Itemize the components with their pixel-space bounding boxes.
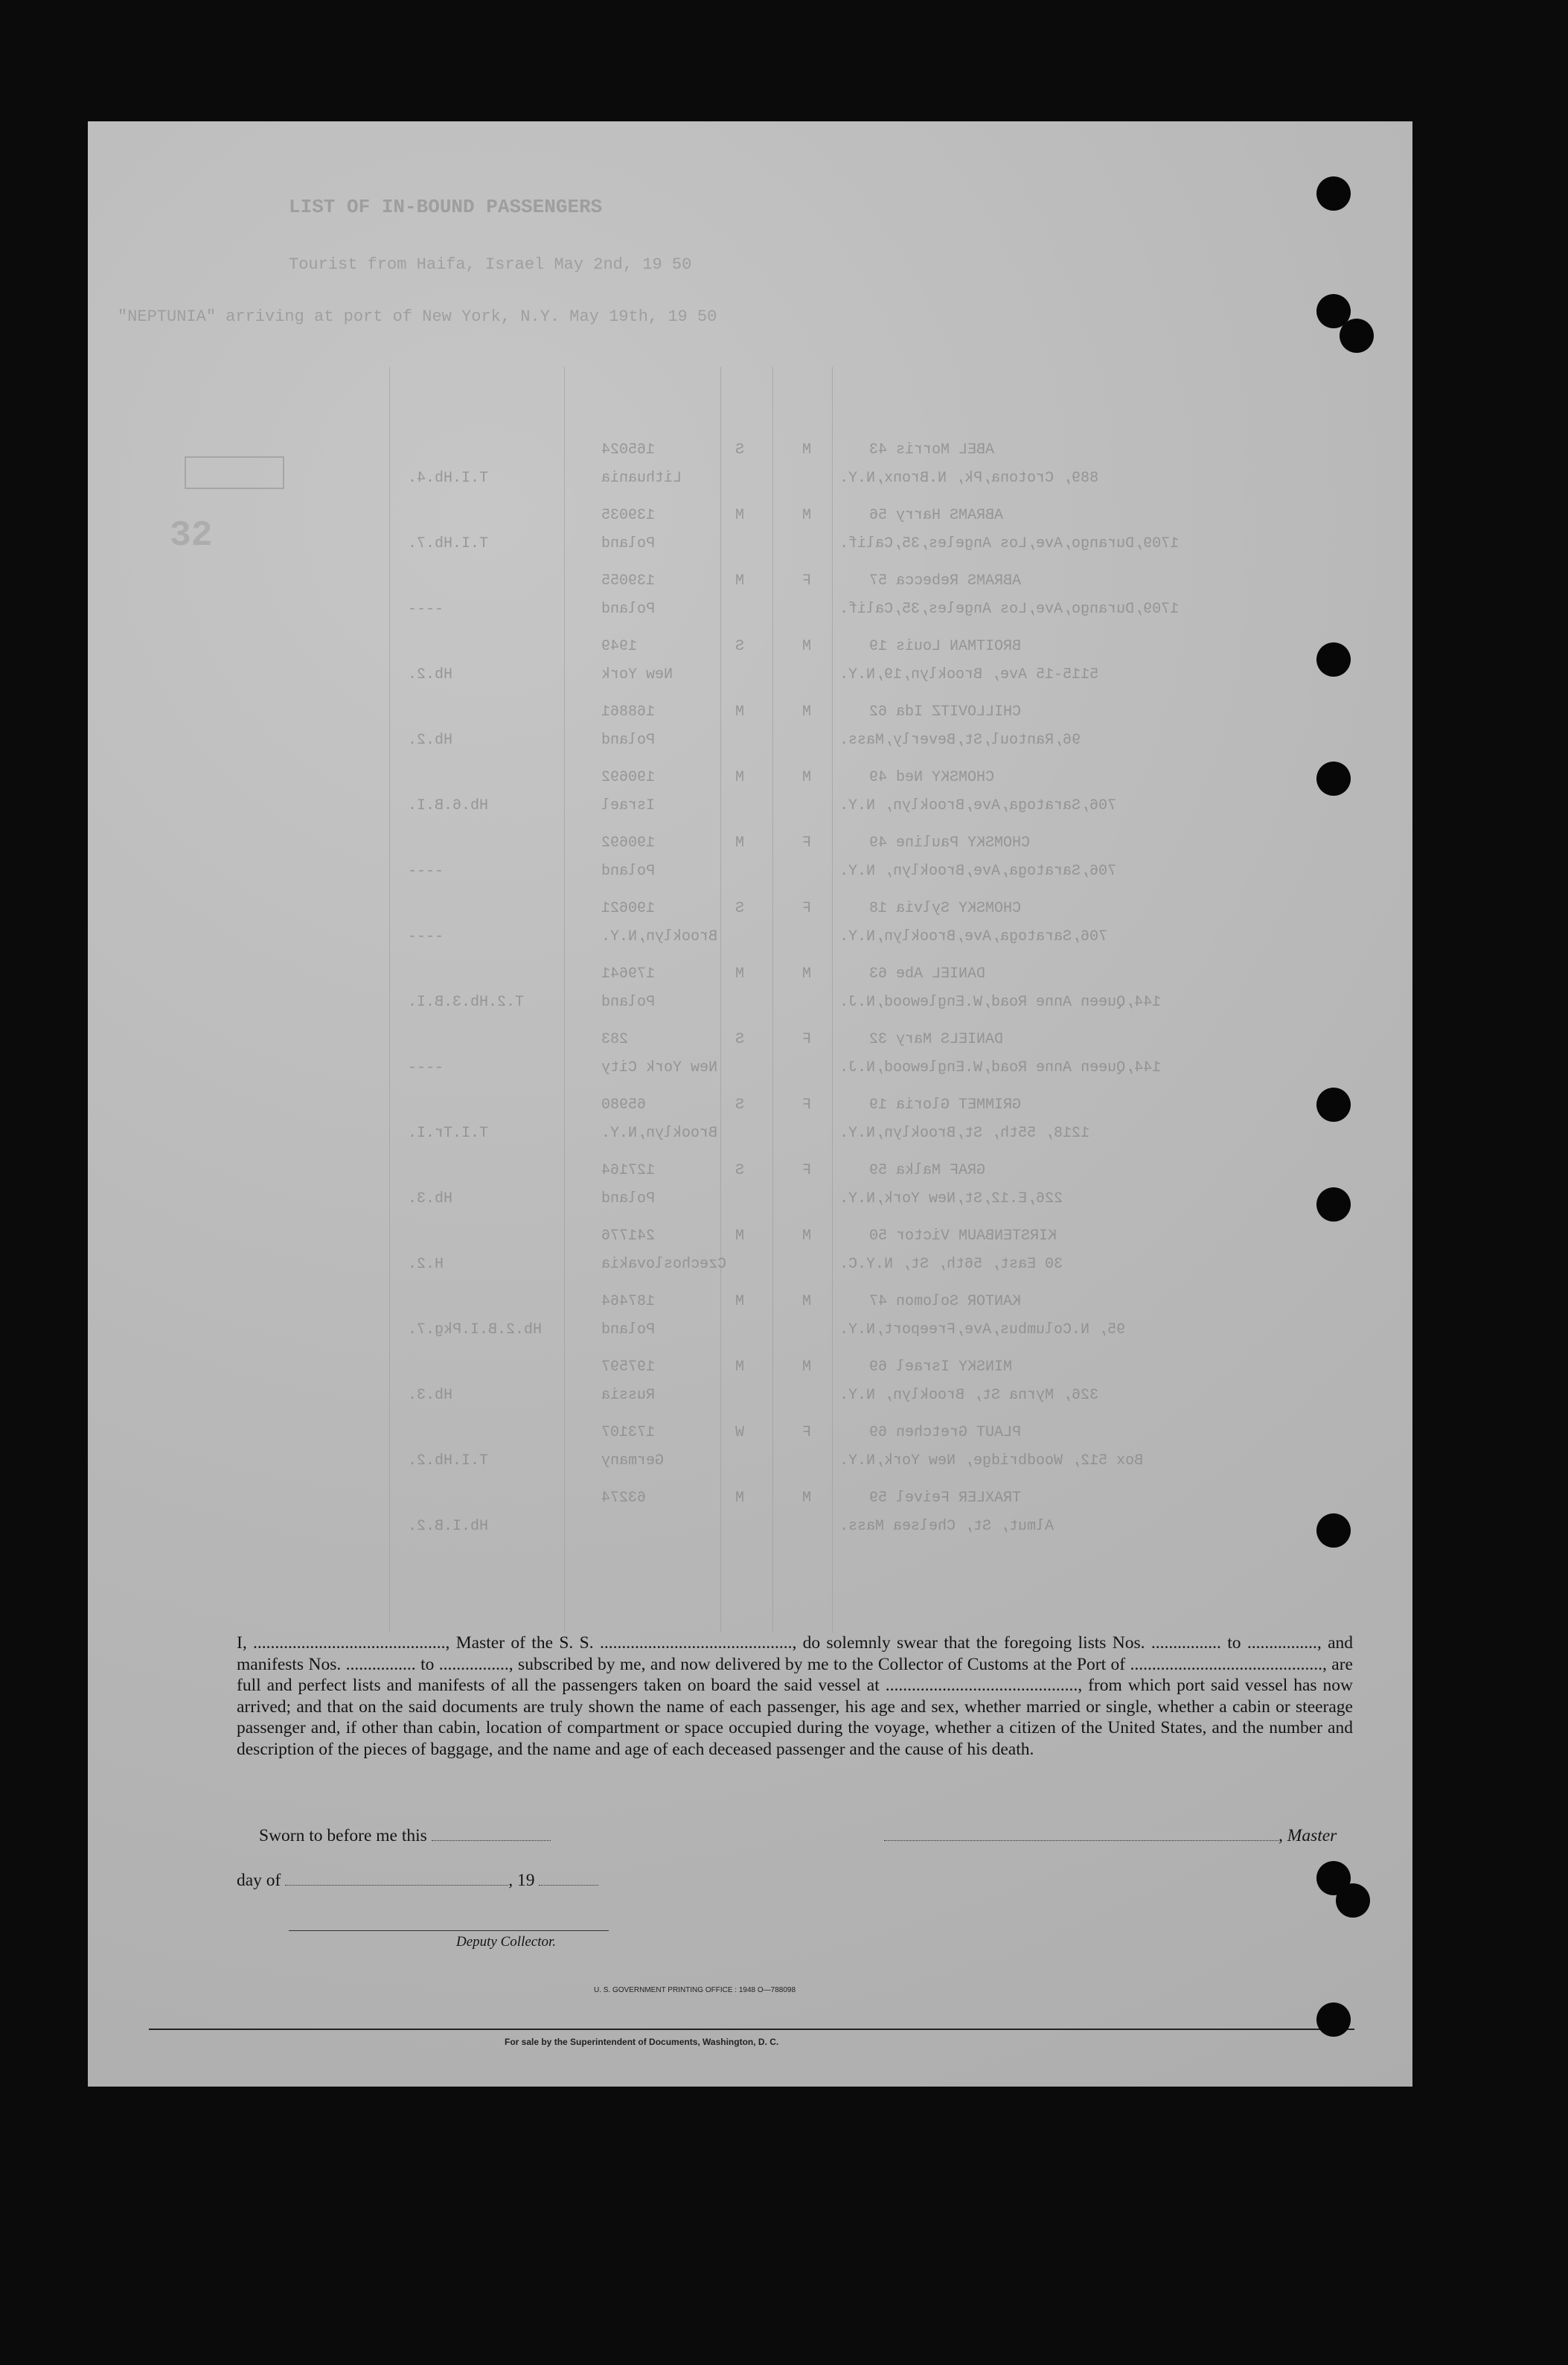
list-title: LIST OF IN-BOUND PASSENGERS — [289, 196, 603, 218]
passenger-address: 706,Saratoga,Ave,Brooklyn, N.Y. — [839, 863, 1117, 880]
passenger-country: Czechoslovakia — [601, 1256, 727, 1273]
passenger-number: 283 — [601, 1031, 629, 1048]
passenger-sex: M — [802, 1359, 812, 1376]
passenger-address: 30 East, 56th, St, N.Y.C. — [839, 1256, 1063, 1273]
list-item — [88, 834, 1412, 884]
passenger-number: 241776 — [601, 1228, 656, 1245]
passenger-sex: F — [802, 1097, 812, 1114]
passenger-address: 5115-15 Ave, Brooklyn,19,N.Y. — [839, 666, 1099, 683]
passenger-status: M — [735, 769, 745, 786]
passenger-country: Brooklyn,N.Y. — [601, 928, 718, 945]
passenger-address: 1709,Durango,Ave,Los Angeles,35,Calif. — [839, 601, 1180, 618]
passenger-address: 706,Saratoga,Ave,Brooklyn, N.Y. — [839, 797, 1117, 814]
passenger-address: Almut, St, Chelsea Mass. — [839, 1518, 1055, 1535]
passenger-sex: M — [802, 1293, 812, 1310]
passenger-number: 165024 — [601, 441, 656, 459]
passenger-country: Poland — [601, 1321, 656, 1338]
binder-hole-icon — [1316, 1513, 1351, 1548]
passenger-status: S — [735, 441, 745, 459]
passenger-address: 706,Saratoga,Ave,Brooklyn,N.Y. — [839, 928, 1108, 945]
list-item — [88, 1424, 1412, 1473]
list-item — [88, 441, 1412, 491]
passenger-status: M — [735, 1490, 745, 1507]
passenger-number: 187464 — [601, 1293, 656, 1310]
passenger-status: M — [735, 834, 745, 852]
passenger-name: TRAXLER Feivel 59 — [869, 1490, 1022, 1507]
list-item — [88, 1162, 1412, 1211]
passenger-sex: F — [802, 834, 812, 852]
passenger-address: 144,Queen Anne Road,W.Englewood,N.J. — [839, 994, 1162, 1011]
footer-rule — [149, 2029, 1354, 2030]
passenger-number: 1949 — [601, 638, 638, 655]
binder-hole-icon — [1316, 176, 1351, 211]
list-item — [88, 572, 1412, 622]
passenger-name: ABRAMS Rebecca 57 — [869, 572, 1022, 590]
list-item — [88, 900, 1412, 949]
passenger-address: Box 512, Woodbridge, New York,N.Y. — [839, 1452, 1144, 1469]
list-item — [88, 638, 1412, 687]
passenger-name: ABEL Morris 43 — [869, 441, 995, 459]
passenger-notes: ---- — [408, 863, 444, 880]
passenger-address: 144,Queen Anne Road,W.Englewood,N.J. — [839, 1059, 1162, 1076]
oath-paragraph: I, ............................................, Master of the S. S. ............................................, do solemnly swear that the foregoing lists Nos. ................ to ................, and manifests Nos. ................ to ................, subscribed by me, and now delivered by me to the Collector of Customs at the Port of ............................................, are full and perfect lists and manifests of all the passengers taken on board the said vessel at ............................................, from which port said vessel has now arrived; and that on the said documents are truly shown the name of each passenger, his age and sex, whether married or single, whether a cabin or steerage passenger and, if other than cabin, location of compartment or space occupied during the voyage, whether a citizen of the United States, and the number and description of the pieces of baggage, and the name and age of each deceased passenger and the cause of his death. — [237, 1633, 1353, 1759]
passenger-address: 95, N.Columbus,Ave,Freeport,N.Y. — [839, 1321, 1126, 1338]
passenger-country: Poland — [601, 1190, 656, 1207]
vessel-line: "NEPTUNIA" arriving at port of New York, N.Y. May 19th, 19 50 — [118, 307, 717, 326]
binder-hole-icon — [1316, 642, 1351, 677]
passenger-status: M — [735, 572, 745, 590]
passenger-number: 197597 — [601, 1359, 656, 1376]
passenger-number: 173107 — [601, 1424, 656, 1441]
passenger-number: 139035 — [601, 507, 656, 524]
passenger-number: 168861 — [601, 703, 656, 721]
passenger-sex: F — [802, 1031, 812, 1048]
day-of-line: day of , 19 — [237, 1871, 598, 1891]
passenger-address: 1709,Durango,Ave,Los Angeles,35,Calif. — [839, 535, 1180, 552]
passenger-name: CHOMSKY Pauline 49 — [869, 834, 1031, 852]
list-item — [88, 769, 1412, 818]
passenger-sex: M — [802, 1490, 812, 1507]
list-item — [88, 1359, 1412, 1408]
deputy-collector-label: Deputy Collector. — [456, 1934, 557, 1950]
passenger-list — [88, 441, 1412, 1632]
passenger-status: S — [735, 1097, 745, 1114]
passenger-address: 889, Crotona,Pk, N.Bronx,N.Y. — [839, 470, 1099, 487]
passenger-notes: Hb.6.B.I. — [408, 797, 489, 814]
class-line: Tourist from Haifa, Israel May 2nd, 19 50 — [289, 255, 692, 274]
passenger-status: M — [735, 703, 745, 721]
passenger-name: CHOMSKY Ned 49 — [869, 769, 995, 786]
manifest-page — [88, 121, 1412, 2087]
passenger-notes: Hb.I.B.2. — [408, 1518, 489, 1535]
binder-hole-icon — [1316, 762, 1351, 796]
passenger-country: Poland — [601, 994, 656, 1011]
passenger-name: BROITMAN Louis 19 — [869, 638, 1022, 655]
passenger-notes: Hb.2. — [408, 666, 453, 683]
list-item — [88, 1228, 1412, 1277]
master-signature-line: , Master — [884, 1826, 1337, 1846]
passenger-status: M — [735, 1359, 745, 1376]
passenger-number: 139055 — [601, 572, 656, 590]
passenger-country: Poland — [601, 732, 656, 749]
passenger-country: Germany — [601, 1452, 665, 1469]
list-item — [88, 1490, 1412, 1539]
passenger-sex: M — [802, 769, 812, 786]
binder-hole-icon — [1336, 1883, 1370, 1918]
passenger-country: Poland — [601, 863, 656, 880]
passenger-sex: F — [802, 572, 812, 590]
passenger-sex: M — [802, 703, 812, 721]
passenger-sex: M — [802, 638, 812, 655]
passenger-notes: T.I.Hb.4. — [408, 470, 489, 487]
binder-hole-icon — [1316, 1187, 1351, 1222]
passenger-sex: M — [802, 441, 812, 459]
passenger-name: GRAF Malka 59 — [869, 1162, 986, 1179]
passenger-notes: ---- — [408, 1059, 444, 1076]
list-item — [88, 507, 1412, 556]
list-item — [88, 1031, 1412, 1080]
list-item — [88, 966, 1412, 1015]
passenger-country: Brooklyn,N.Y. — [601, 1125, 718, 1142]
for-sale-note: For sale by the Superintendent of Documents, Washington, D. C. — [505, 2037, 779, 2047]
passenger-status: W — [735, 1424, 745, 1441]
passenger-country: Russia — [601, 1387, 656, 1404]
passenger-country: Lithuania — [601, 470, 682, 487]
passenger-name: ABRAMS Harry 56 — [869, 507, 1004, 524]
passenger-name: CHILLOVITZ Ida 62 — [869, 703, 1022, 721]
passenger-country: New York — [601, 666, 673, 683]
passenger-sex: M — [802, 966, 812, 983]
passenger-number: 127164 — [601, 1162, 656, 1179]
passenger-notes: H.2. — [408, 1256, 444, 1273]
passenger-notes: ---- — [408, 928, 444, 945]
passenger-name: KIRSTENBAUM Victor 50 — [869, 1228, 1057, 1245]
passenger-number: 190621 — [601, 900, 656, 917]
passenger-status: S — [735, 900, 745, 917]
passenger-notes: T.I.Hb.7. — [408, 535, 489, 552]
binder-hole-icon — [1316, 1088, 1351, 1122]
passenger-country: Poland — [601, 535, 656, 552]
passenger-status: M — [735, 1293, 745, 1310]
passenger-notes: T.2.Hb.3.B.I. — [408, 994, 525, 1011]
passenger-country: Israel — [601, 797, 656, 814]
passenger-country: New York City — [601, 1059, 718, 1076]
passenger-number: 179641 — [601, 966, 656, 983]
passenger-number: 190692 — [601, 769, 656, 786]
passenger-notes: T.I.Tr.I. — [408, 1125, 489, 1142]
passenger-status: M — [735, 966, 745, 983]
passenger-number: 63274 — [601, 1490, 647, 1507]
list-item — [88, 1293, 1412, 1342]
sworn-line: Sworn to before me this — [259, 1826, 551, 1846]
passenger-status: S — [735, 1162, 745, 1179]
list-item — [88, 1097, 1412, 1146]
passenger-status: M — [735, 1228, 745, 1245]
passenger-notes: Hb.3. — [408, 1190, 453, 1207]
passenger-status: M — [735, 507, 745, 524]
printing-office-note: U. S. GOVERNMENT PRINTING OFFICE : 1948 O—788098 — [594, 1986, 796, 1994]
passenger-sex: M — [802, 1228, 812, 1245]
passenger-notes: T.I.Hb.2. — [408, 1452, 489, 1469]
passenger-notes: Hb.2.B.I.Pkg.7. — [408, 1321, 543, 1338]
passenger-sex: M — [802, 507, 812, 524]
passenger-address: 96,Rantoul,St,Beverly,Mass. — [839, 732, 1081, 749]
margin-number: 32 — [170, 516, 213, 556]
passenger-name: DANIELS Mary 32 — [869, 1031, 1004, 1048]
binder-hole-icon — [1316, 2002, 1351, 2037]
passenger-address: 1218, 55th, St,Brooklyn,N.Y. — [839, 1125, 1090, 1142]
passenger-sex: F — [802, 1424, 812, 1441]
passenger-name: CHOMSKY Sylvia 18 — [869, 900, 1022, 917]
passenger-notes: Hb.3. — [408, 1387, 453, 1404]
passenger-number: 65980 — [601, 1097, 647, 1114]
passenger-status: S — [735, 1031, 745, 1048]
passenger-name: KANTOR Solomon 47 — [869, 1293, 1022, 1310]
passenger-name: MINSKY Israel 69 — [869, 1359, 1013, 1376]
passenger-country: Poland — [601, 601, 656, 618]
passenger-sex: F — [802, 1162, 812, 1179]
passenger-name: PLAUT Gretchen 69 — [869, 1424, 1022, 1441]
passenger-number: 190692 — [601, 834, 656, 852]
passenger-notes: Hb.2. — [408, 732, 453, 749]
binder-hole-icon — [1340, 319, 1374, 353]
passenger-status: S — [735, 638, 745, 655]
passenger-name: DANIEL Abe 63 — [869, 966, 986, 983]
passenger-name: GRIMMET Gloria 19 — [869, 1097, 1022, 1114]
passenger-address: 326, Myrna St, Brooklyn, N.Y. — [839, 1387, 1099, 1404]
passenger-address: 226,E.12,St,New York,N.Y. — [839, 1190, 1063, 1207]
passenger-sex: F — [802, 900, 812, 917]
passenger-notes: ---- — [408, 601, 444, 618]
list-item — [88, 703, 1412, 753]
